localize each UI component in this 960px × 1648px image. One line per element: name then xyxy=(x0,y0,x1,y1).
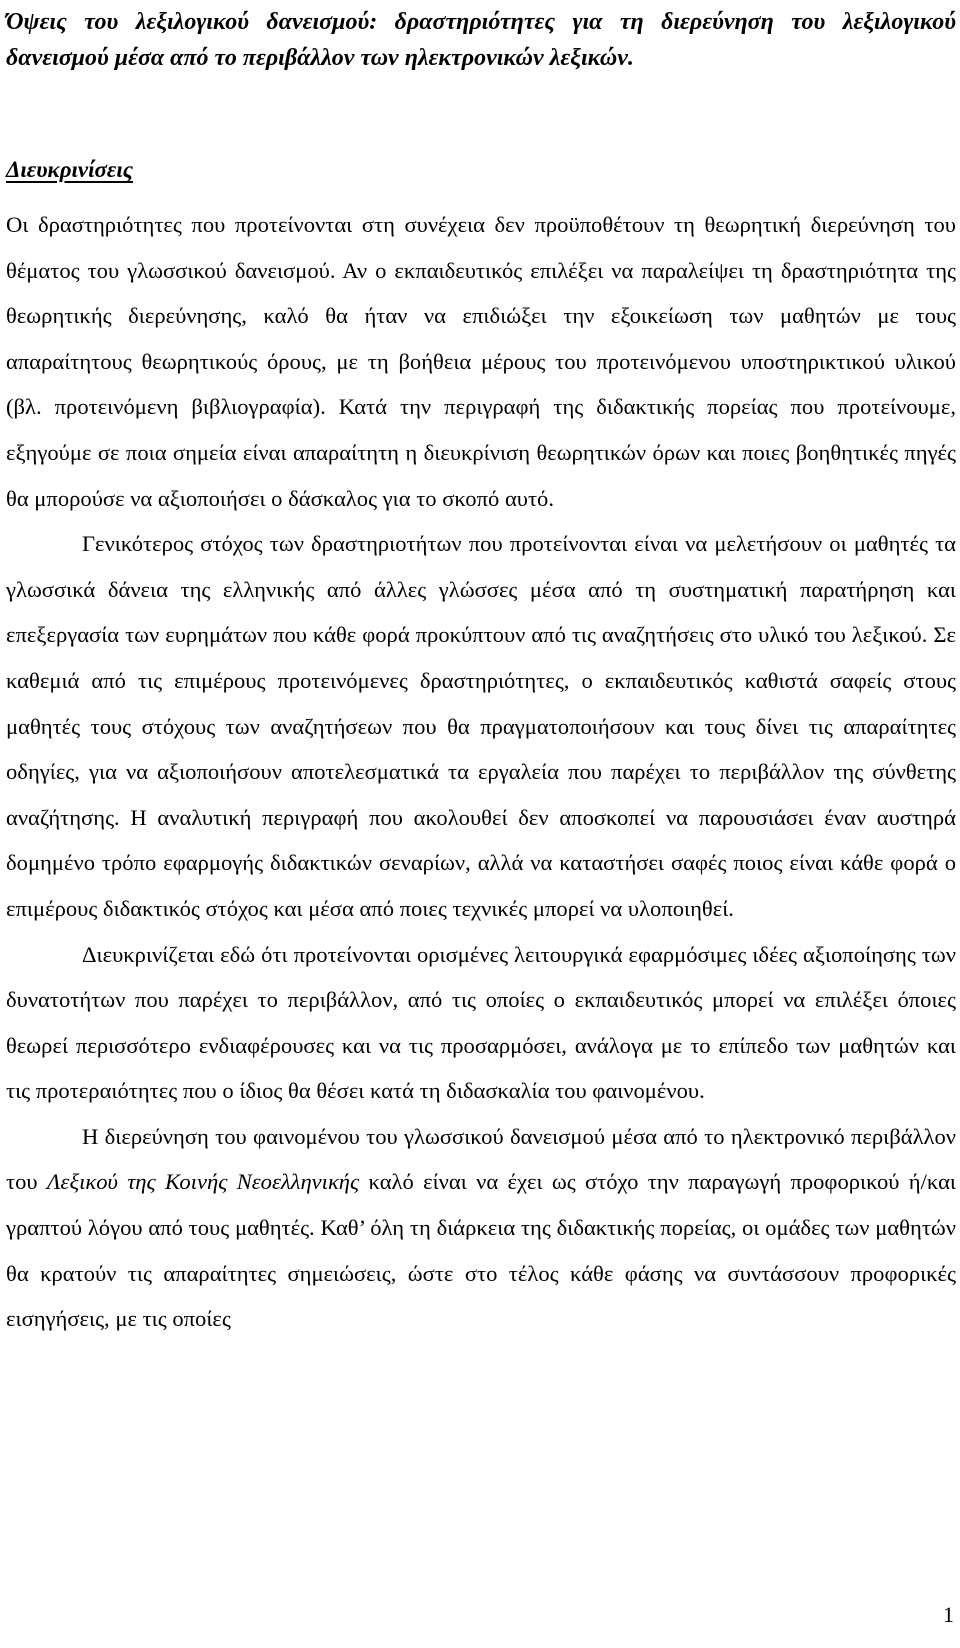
document-body xyxy=(6,202,956,1342)
paragraph-4 xyxy=(6,1114,956,1342)
paragraph-3: Διευκρινίζεται εδώ ότι προτείνονται ορισμένες λειτουργικά εφαρμόσιμες ιδέες αξιοποίησης των δυνατοτήτων που παρέχει το περιβάλλον, από τις οποίες ο εκπαιδευτικός μπορεί να επιλέξει όποιες θεωρεί περισσότερο ενδιαφέρουσες και να τις προσαρμόσει, ανάλογα με το επίπεδο των μαθητών και τις προτεραιότητες που ο ίδιος θα θέσει κατά τη διδασκαλία του φαινομένου. xyxy=(6,941,956,1104)
document-title: Όψεις του λεξιλογικού δανεισμού: δραστηριότητες για τη διερεύνηση του λεξιλογικού δανεισμού μέσα από το περιβάλλον των ηλεκτρονικών λεξικών. xyxy=(6,9,956,71)
paragraph-1: Οι δραστηριότητες που προτείνονται στη συνέχεια δεν προϋποθέτουν τη θεωρητική διερεύνηση του θέματος του γλωσσικού δανεισμού. Αν ο εκπαιδευτικός επιλέξει να παραλείψει τη δραστηριότητα της θεωρητικής διερεύνησης, καλό θα ήταν να επιδιώξει την εξοικείωση των μαθητών με τους απαραίτητους θεωρητικούς όρους, με τη βοήθεια μέρους του προτεινόμενου υποστηρικτικού υλικού (βλ. προτεινόμενη βιβλιογραφία). Κατά την περιγραφή της διδακτικής πορείας που προτείνουμε, εξηγούμε σε ποια σημεία είναι απαραίτητη η διευκρίνιση θεωρητικών όρων και ποιες βοηθητικές πηγές θα μπορούσε να αξιοποιήσει ο δάσκαλος για το σκοπό αυτό. xyxy=(6,212,956,511)
paragraph-4-text-after: καλό είναι να έχει ως στόχο την παραγωγή προφορικού ή/και γραπτού λόγου από τους μαθητές. Καθ’ όλη τη διάρκεια της διδακτικής πορείας, οι ομάδες των μαθητών θα κρατούν τις απαραίτητες σημειώσεις, ώστε στο τέλος κάθε φάσης να συντάσσουν προφορικές εισηγήσεις, με τις οποίες xyxy=(6,1169,956,1332)
section-heading: Διευκρινίσεις xyxy=(6,157,134,182)
page-number: 1 xyxy=(943,1602,954,1627)
paragraph-4-text-before: Η διερεύνηση του φαινομένου του γλωσσικού δανεισμού μέσα από το ηλεκτρονικό περιβάλλον του xyxy=(6,1123,956,1195)
dictionary-title: Λεξικού της Κοινής Νεοελληνικής xyxy=(46,1169,360,1195)
paragraph-2: Γενικότερος στόχος των δραστηριοτήτων που προτείνονται είναι να μελετήσουν οι μαθητές τα γλωσσικά δάνεια της ελληνικής από άλλες γλώσσες μέσα από τη συστηματική παρατήρηση και επεξεργασία των ευρημάτων που κάθε φορά προκύπτουν από τις αναζητήσεις στο υλικό του λεξικού. Σε καθεμιά από τις επιμέρους προτεινόμενες δραστηριότητες, ο εκπαιδευτικός καθιστά σαφείς στους μαθητές τους στόχους των αναζητήσεων που θα πραγματοποιήσουν και τους δίνει τις απαραίτητες οδηγίες, για να αξιοποιήσουν αποτελεσματικά τα εργαλεία που παρέχει το περιβάλλον της σύνθετης αναζήτησης. Η αναλυτική περιγραφή που ακολουθεί δεν αποσκοπεί να παρουσιάσει έναν αυστηρά δομημένο τρόπο εφαρμογής διδακτικών σεναρίων, αλλά να καταστήσει σαφές ποιος είναι κάθε φορά ο επιμέρους διδακτικός στόχος και μέσα από ποιες τεχνικές μπορεί να υλοποιηθεί. xyxy=(6,531,956,921)
